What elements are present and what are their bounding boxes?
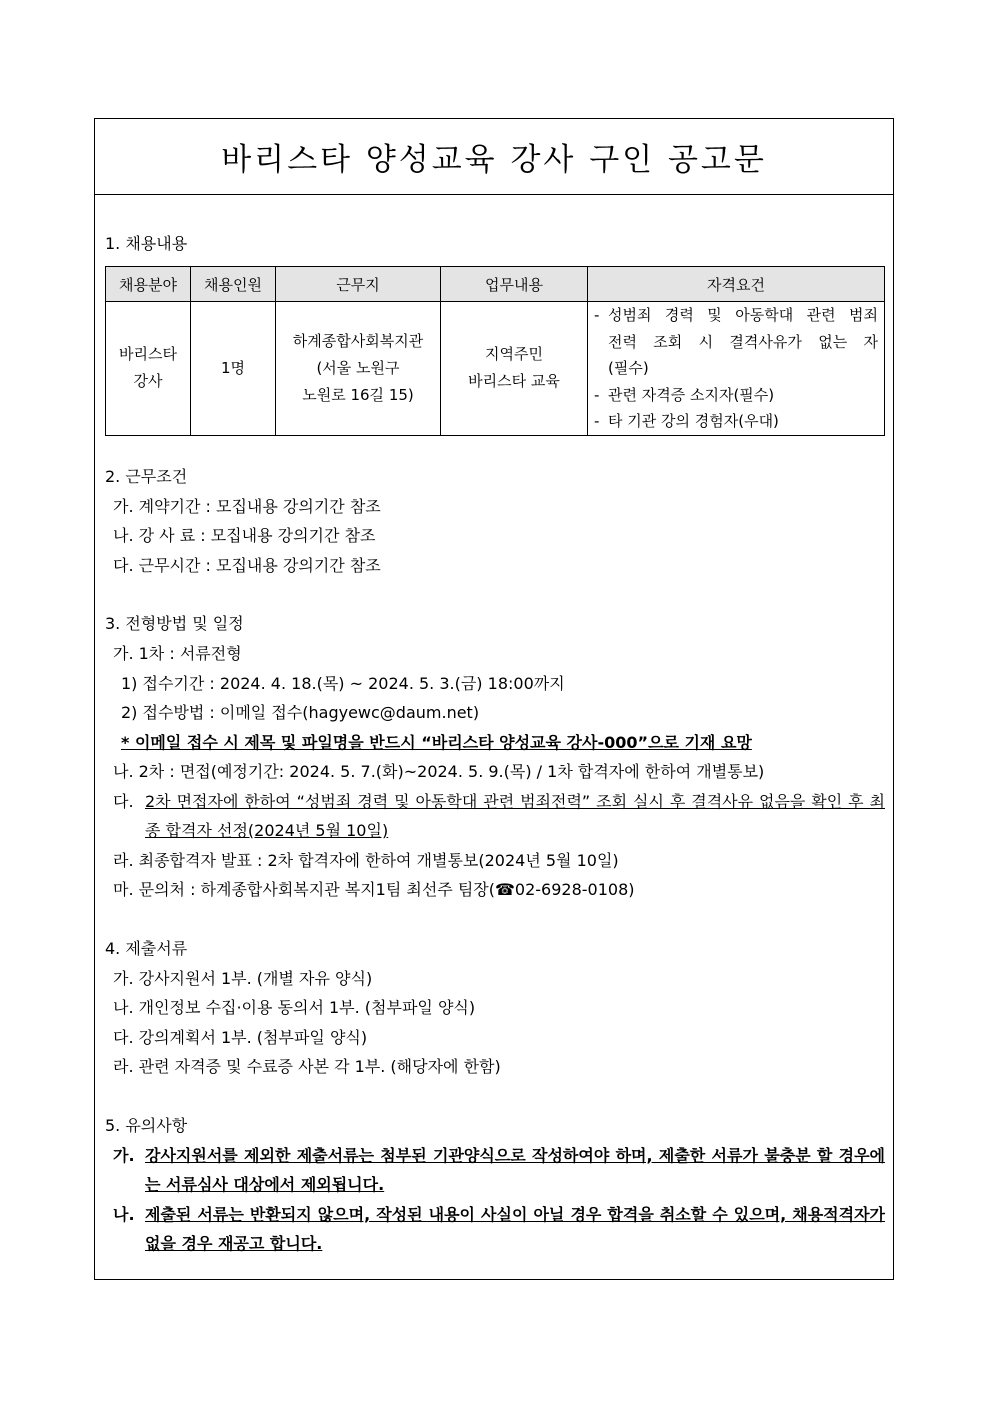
notice-content <box>105 229 885 1259</box>
condition-item: 가. 계약기간 : 모집내용 강의기간 참조 <box>113 496 381 516</box>
workplace-line: 노원로 16길 15) <box>302 385 414 404</box>
requirement-item <box>594 355 878 382</box>
selection-step-1: 가. 1차 : 서류전형 <box>113 644 242 663</box>
requirement-line: (필수) <box>608 359 649 377</box>
requirement-item <box>594 382 878 409</box>
recruitment-table <box>105 266 885 436</box>
document-item: 라. 관련 자격증 및 수료증 사본 각 1부. (해당자에 한함) <box>113 1057 501 1076</box>
document-item: 나. 개인정보 수집·이용 동의서 1부. (첨부파일 양식) <box>113 998 476 1017</box>
item-marker: 다. <box>113 791 134 811</box>
table-header-row <box>106 267 885 302</box>
condition-item: 다. 근무시간 : 모집내용 강의기간 참조 <box>113 555 381 575</box>
section-4-heading: 4. 제출서류 <box>105 938 188 958</box>
field-line: 강사 <box>133 372 163 391</box>
workplace-line: 하계종합사회복지관 <box>292 331 424 350</box>
requirement-dash: - <box>594 385 600 404</box>
header-count: 채용인원 <box>191 267 276 302</box>
caution-text: 제출된 서류는 반환되지 않으며, 작성된 내용이 사실이 아닐 경우 합격을 취소할 수 있으며, 채용적격자가 없을 경우 재공고 합니다. <box>145 1204 885 1253</box>
contact-info: 마. 문의처 : 하계종합사회복지관 복지1팀 최선주 팀장(☎02-6928-0108) <box>113 880 635 899</box>
field-line: 바리스타 <box>119 345 177 364</box>
final-announcement: 라. 최종합격자 발표 : 2차 합격자에 한하여 개별통보(2024년 5월 10일) <box>113 850 619 870</box>
notice-frame <box>94 118 894 1280</box>
header-field: 채용분야 <box>106 267 191 302</box>
item-marker: 나. <box>113 1204 135 1224</box>
table-row <box>106 302 885 436</box>
background-check-item <box>105 787 885 846</box>
cell-field <box>106 302 191 436</box>
application-period: 1) 접수기간 : 2024. 4. 18.(목) ~ 2024. 5. 3.(금) 18:00까지 <box>121 673 565 693</box>
requirement-line: 타 기관 강의 경험자(우대) <box>608 412 779 430</box>
requirement-item <box>594 302 878 329</box>
requirement-item <box>594 408 878 435</box>
requirement-line: 관련 자격증 소지자(필수) <box>608 385 775 404</box>
caution-text: 강사지원서를 제외한 제출서류는 첨부된 기관양식으로 작성하여야 하며, 제출한 서류가 불충분 할 경우에는 서류심사 대상에서 제외됩니다. <box>145 1145 885 1194</box>
header-duty: 업무내용 <box>441 267 588 302</box>
header-workplace: 근무지 <box>276 267 441 302</box>
cell-requirements <box>588 302 885 436</box>
email-note: * 이메일 접수 시 제목 및 파일명을 반드시 “바리스타 양성교육 강사-000”으로 기재 요망 <box>121 732 752 752</box>
requirement-item <box>594 329 878 356</box>
header-requirements: 자격요건 <box>588 267 885 302</box>
caution-item <box>105 1141 885 1200</box>
document-item: 가. 강사지원서 1부. (개별 자유 양식) <box>113 968 373 988</box>
page-title: 바리스타 양성교육 강사 구인 공고문 <box>221 142 767 178</box>
caution-item <box>105 1200 885 1259</box>
background-check-text: 2차 면접자에 한하여 “성범죄 경력 및 아동학대 관련 범죄전력” 조회 실시 후 결격사유 없음을 확인 후 최종 합격자 선정(2024년 5월 10일) <box>145 791 885 840</box>
duty-line: 지역주민 <box>485 345 543 364</box>
duty-line: 바리스타 교육 <box>468 372 560 391</box>
title-box <box>95 119 893 195</box>
cell-workplace <box>276 302 441 436</box>
cell-count: 1명 <box>191 302 276 436</box>
section-5-heading: 5. 유의사항 <box>105 1115 188 1135</box>
section-2-heading: 2. 근무조건 <box>105 466 188 486</box>
workplace-line: (서울 노원구 <box>316 358 400 377</box>
selection-step-2: 나. 2차 : 면접(예정기간: 2024. 5. 7.(화)~2024. 5. 9.(목) / 1차 합격자에 한하여 개별통보) <box>113 762 765 781</box>
requirement-line: 성범죄 경력 및 아동학대 관련 범죄 <box>608 306 878 324</box>
condition-item: 나. 강 사 료 : 모집내용 강의기간 참조 <box>113 526 376 545</box>
cell-duty <box>441 302 588 436</box>
application-method: 2) 접수방법 : 이메일 접수(hagyewc@daum.net) <box>121 703 480 722</box>
requirement-dash: - <box>594 412 600 430</box>
requirement-dash: - <box>594 306 600 324</box>
document-item: 다. 강의계획서 1부. (첨부파일 양식) <box>113 1027 368 1047</box>
section-1-heading: 1. 채용내용 <box>105 234 188 253</box>
item-marker: 가. <box>113 1145 135 1165</box>
requirement-line: 전력 조회 시 결격사유가 없는 자 <box>608 332 878 351</box>
section-3-heading: 3. 전형방법 및 일정 <box>105 614 244 633</box>
